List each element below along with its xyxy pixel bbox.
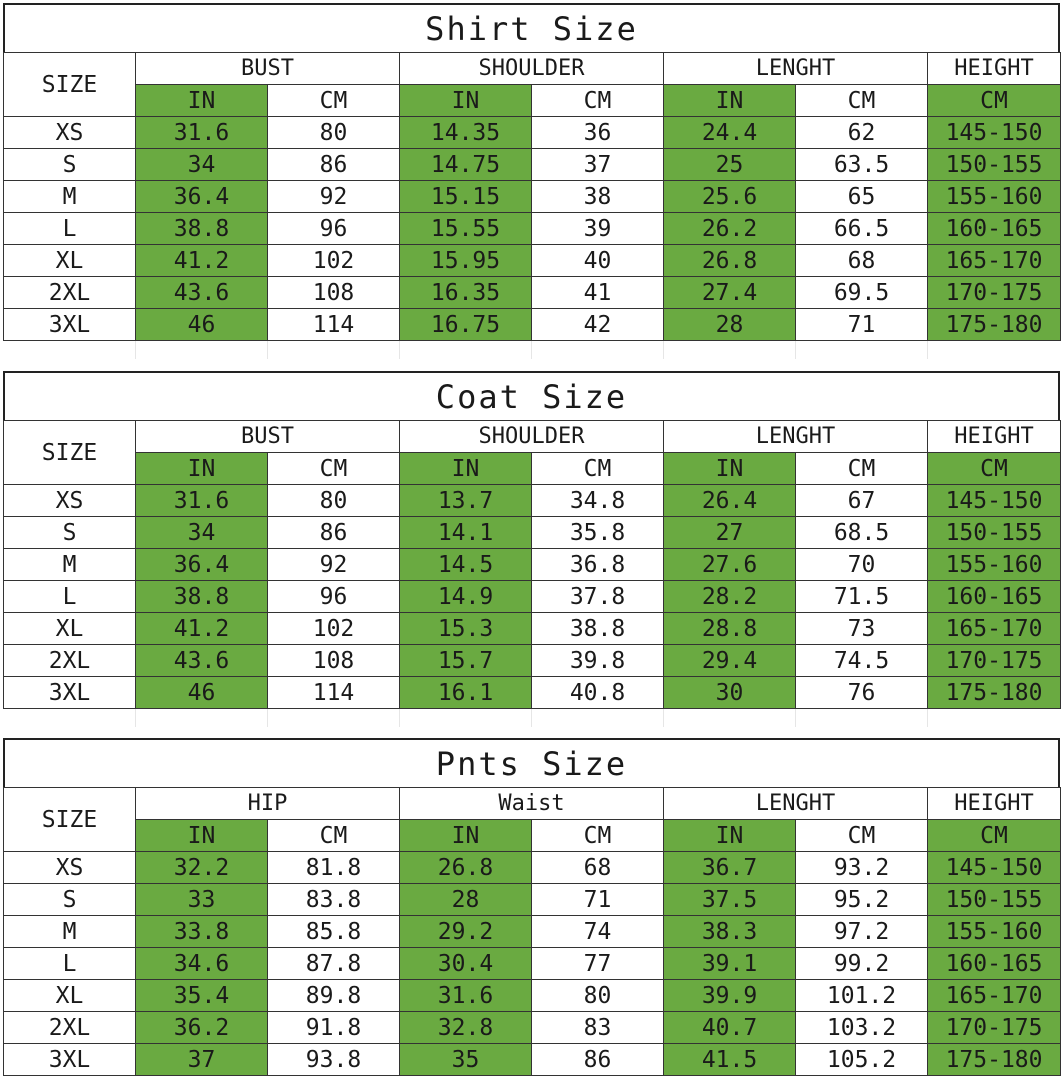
table-cell: 87.8: [268, 948, 400, 980]
table-row: [4, 517, 1061, 549]
unit-header: IN: [136, 820, 268, 852]
table-cell: 114: [268, 677, 400, 709]
table-cell: 69.5: [796, 277, 928, 309]
table-cell: 30: [664, 677, 796, 709]
table-cell: 86: [532, 1044, 664, 1076]
table-cell: 14.1: [400, 517, 532, 549]
table-cell: 29.2: [400, 916, 532, 948]
table-cell: 28.8: [664, 613, 796, 645]
table-cell: 160-165: [928, 948, 1061, 980]
unit-header: IN: [664, 85, 796, 117]
table-cell: 29.4: [664, 645, 796, 677]
spacer-row: [4, 709, 1061, 727]
table-cell: 26.8: [400, 852, 532, 884]
table-cell: 170-175: [928, 1012, 1061, 1044]
table-cell: 145-150: [928, 852, 1061, 884]
table-cell: 83.8: [268, 884, 400, 916]
table-cell: 93.2: [796, 852, 928, 884]
group-header: Waist: [400, 788, 664, 820]
table-cell: 42: [532, 309, 664, 341]
unit-header: CM: [268, 820, 400, 852]
table-cell: 39.8: [532, 645, 664, 677]
table-cell: 95.2: [796, 884, 928, 916]
table-cell: 38.8: [136, 213, 268, 245]
size-label: XS: [4, 485, 136, 517]
table-cell: 41.5: [664, 1044, 796, 1076]
table-cell: 14.5: [400, 549, 532, 581]
table-cell: 150-155: [928, 149, 1061, 181]
table-cell: 102: [268, 245, 400, 277]
size-label: 2XL: [4, 645, 136, 677]
table-cell: 170-175: [928, 277, 1061, 309]
table-cell: 70: [796, 549, 928, 581]
table-cell: 99.2: [796, 948, 928, 980]
unit-header: CM: [796, 453, 928, 485]
table-cell: 36.8: [532, 549, 664, 581]
size-label: 2XL: [4, 1012, 136, 1044]
size-grid: [3, 787, 1061, 1076]
group-header: BUST: [136, 53, 400, 85]
table-cell: 36.2: [136, 1012, 268, 1044]
table-cell: 40: [532, 245, 664, 277]
size-label: XL: [4, 980, 136, 1012]
table-cell: 14.9: [400, 581, 532, 613]
table-cell: 15.7: [400, 645, 532, 677]
size-label: XS: [4, 117, 136, 149]
size-label: M: [4, 916, 136, 948]
unit-header: CM: [796, 820, 928, 852]
table-cell: 175-180: [928, 309, 1061, 341]
group-header: HEIGHT: [928, 53, 1061, 85]
table-row: [4, 549, 1061, 581]
table-cell: 36.4: [136, 181, 268, 213]
table-cell: 71: [532, 884, 664, 916]
size-label: S: [4, 149, 136, 181]
unit-header: IN: [136, 453, 268, 485]
unit-header: CM: [532, 820, 664, 852]
table-cell: 35.8: [532, 517, 664, 549]
table-cell: 102: [268, 613, 400, 645]
table-cell: 30.4: [400, 948, 532, 980]
table-cell: 35.4: [136, 980, 268, 1012]
size-label: 3XL: [4, 677, 136, 709]
table-cell: 31.6: [400, 980, 532, 1012]
table-row: [4, 213, 1061, 245]
unit-header: CM: [532, 85, 664, 117]
table-cell: 80: [268, 117, 400, 149]
table-row: [4, 1012, 1061, 1044]
table-cell: 38.8: [136, 581, 268, 613]
unit-header: IN: [664, 453, 796, 485]
table-cell: 65: [796, 181, 928, 213]
table-cell: 76: [796, 677, 928, 709]
size-grid: [3, 52, 1061, 359]
table-cell: 43.6: [136, 645, 268, 677]
group-header: HEIGHT: [928, 788, 1061, 820]
table-cell: 145-150: [928, 485, 1061, 517]
table-cell: 165-170: [928, 980, 1061, 1012]
table-cell: 35: [400, 1044, 532, 1076]
table-cell: 28: [664, 309, 796, 341]
table-cell: 67: [796, 485, 928, 517]
table-row: [4, 884, 1061, 916]
table-cell: 26.8: [664, 245, 796, 277]
table-cell: 73: [796, 613, 928, 645]
table-row: [4, 677, 1061, 709]
table-cell: 175-180: [928, 677, 1061, 709]
table-cell: 16.75: [400, 309, 532, 341]
table-cell: 93.8: [268, 1044, 400, 1076]
table-cell: 71: [796, 309, 928, 341]
table-cell: 39.1: [664, 948, 796, 980]
unit-header: CM: [268, 453, 400, 485]
table-cell: 108: [268, 277, 400, 309]
table-cell: 83: [532, 1012, 664, 1044]
table-cell: 28: [400, 884, 532, 916]
table-row: [4, 980, 1061, 1012]
table-cell: 28.2: [664, 581, 796, 613]
size-label: M: [4, 181, 136, 213]
unit-header: IN: [400, 85, 532, 117]
table-cell: 41.2: [136, 613, 268, 645]
table-cell: 155-160: [928, 916, 1061, 948]
table-cell: 15.55: [400, 213, 532, 245]
table-cell: 108: [268, 645, 400, 677]
table-cell: 80: [268, 485, 400, 517]
size-header: SIZE: [4, 788, 136, 852]
table-cell: 114: [268, 309, 400, 341]
size-table-2: [3, 738, 1060, 1076]
table-row: [4, 948, 1061, 980]
table-row: [4, 485, 1061, 517]
table-row: [4, 117, 1061, 149]
table-cell: 74.5: [796, 645, 928, 677]
table-title: Shirt Size: [3, 3, 1060, 52]
group-header: LENGHT: [664, 53, 928, 85]
table-row: [4, 1044, 1061, 1076]
group-header: HEIGHT: [928, 421, 1061, 453]
unit-header: CM: [928, 820, 1061, 852]
table-cell: 14.75: [400, 149, 532, 181]
unit-header: IN: [400, 820, 532, 852]
table-cell: 36.7: [664, 852, 796, 884]
size-label: S: [4, 884, 136, 916]
size-label: XS: [4, 852, 136, 884]
table-cell: 13.7: [400, 485, 532, 517]
table-row: [4, 581, 1061, 613]
unit-header: CM: [796, 85, 928, 117]
table-cell: 16.35: [400, 277, 532, 309]
table-cell: 62: [796, 117, 928, 149]
spacer-row: [4, 341, 1061, 359]
table-row: [4, 309, 1061, 341]
table-cell: 77: [532, 948, 664, 980]
size-label: 3XL: [4, 309, 136, 341]
table-cell: 96: [268, 213, 400, 245]
table-cell: 160-165: [928, 213, 1061, 245]
table-cell: 27.6: [664, 549, 796, 581]
table-cell: 43.6: [136, 277, 268, 309]
table-cell: 33: [136, 884, 268, 916]
group-header: HIP: [136, 788, 400, 820]
table-cell: 16.1: [400, 677, 532, 709]
table-cell: 150-155: [928, 884, 1061, 916]
table-cell: 37.5: [664, 884, 796, 916]
size-label: M: [4, 549, 136, 581]
unit-header: CM: [532, 453, 664, 485]
table-cell: 145-150: [928, 117, 1061, 149]
table-cell: 89.8: [268, 980, 400, 1012]
table-cell: 103.2: [796, 1012, 928, 1044]
table-cell: 74: [532, 916, 664, 948]
size-table-0: [3, 3, 1060, 359]
table-cell: 96: [268, 581, 400, 613]
table-row: [4, 613, 1061, 645]
table-cell: 68: [796, 245, 928, 277]
table-cell: 25: [664, 149, 796, 181]
table-cell: 68: [532, 852, 664, 884]
group-header: BUST: [136, 421, 400, 453]
table-cell: 33.8: [136, 916, 268, 948]
table-cell: 39.9: [664, 980, 796, 1012]
table-cell: 46: [136, 309, 268, 341]
size-label: 3XL: [4, 1044, 136, 1076]
unit-header: CM: [268, 85, 400, 117]
table-cell: 97.2: [796, 916, 928, 948]
table-cell: 92: [268, 181, 400, 213]
table-cell: 41.2: [136, 245, 268, 277]
table-row: [4, 852, 1061, 884]
table-cell: 92: [268, 549, 400, 581]
table-cell: 80: [532, 980, 664, 1012]
unit-header: CM: [928, 85, 1061, 117]
table-cell: 26.2: [664, 213, 796, 245]
table-row: [4, 245, 1061, 277]
table-cell: 34: [136, 517, 268, 549]
table-cell: 165-170: [928, 245, 1061, 277]
table-cell: 34.6: [136, 948, 268, 980]
table-cell: 15.95: [400, 245, 532, 277]
size-label: L: [4, 581, 136, 613]
table-cell: 46: [136, 677, 268, 709]
table-cell: 41: [532, 277, 664, 309]
table-cell: 86: [268, 517, 400, 549]
table-cell: 31.6: [136, 117, 268, 149]
unit-header: IN: [136, 85, 268, 117]
table-cell: 170-175: [928, 645, 1061, 677]
table-cell: 155-160: [928, 549, 1061, 581]
group-header: SHOULDER: [400, 421, 664, 453]
table-cell: 86: [268, 149, 400, 181]
table-cell: 105.2: [796, 1044, 928, 1076]
table-cell: 68.5: [796, 517, 928, 549]
table-cell: 32.8: [400, 1012, 532, 1044]
table-row: [4, 277, 1061, 309]
table-cell: 81.8: [268, 852, 400, 884]
table-cell: 63.5: [796, 149, 928, 181]
table-cell: 155-160: [928, 181, 1061, 213]
table-cell: 27.4: [664, 277, 796, 309]
group-header: LENGHT: [664, 421, 928, 453]
table-cell: 36: [532, 117, 664, 149]
table-cell: 71.5: [796, 581, 928, 613]
size-label: S: [4, 517, 136, 549]
table-title: Pnts Size: [3, 738, 1060, 787]
table-cell: 26.4: [664, 485, 796, 517]
table-cell: 14.35: [400, 117, 532, 149]
unit-header: IN: [664, 820, 796, 852]
size-header: SIZE: [4, 421, 136, 485]
table-row: [4, 916, 1061, 948]
table-cell: 25.6: [664, 181, 796, 213]
size-table-1: [3, 371, 1060, 727]
group-header: SHOULDER: [400, 53, 664, 85]
size-label: XL: [4, 613, 136, 645]
table-cell: 34.8: [532, 485, 664, 517]
table-row: [4, 149, 1061, 181]
table-cell: 31.6: [136, 485, 268, 517]
table-row: [4, 181, 1061, 213]
size-label: XL: [4, 245, 136, 277]
unit-header: CM: [928, 453, 1061, 485]
table-cell: 37.8: [532, 581, 664, 613]
table-cell: 15.15: [400, 181, 532, 213]
table-row: [4, 645, 1061, 677]
table-cell: 34: [136, 149, 268, 181]
table-cell: 27: [664, 517, 796, 549]
table-cell: 38.8: [532, 613, 664, 645]
table-cell: 32.2: [136, 852, 268, 884]
table-cell: 37: [532, 149, 664, 181]
table-cell: 101.2: [796, 980, 928, 1012]
table-cell: 38.3: [664, 916, 796, 948]
table-cell: 39: [532, 213, 664, 245]
group-header: LENGHT: [664, 788, 928, 820]
table-cell: 85.8: [268, 916, 400, 948]
table-cell: 66.5: [796, 213, 928, 245]
table-cell: 160-165: [928, 581, 1061, 613]
table-cell: 150-155: [928, 517, 1061, 549]
size-grid: [3, 420, 1061, 727]
size-label: L: [4, 948, 136, 980]
table-cell: 91.8: [268, 1012, 400, 1044]
size-label: L: [4, 213, 136, 245]
size-header: SIZE: [4, 53, 136, 117]
table-cell: 40.8: [532, 677, 664, 709]
table-cell: 15.3: [400, 613, 532, 645]
table-cell: 37: [136, 1044, 268, 1076]
table-cell: 175-180: [928, 1044, 1061, 1076]
table-title: Coat Size: [3, 371, 1060, 420]
unit-header: IN: [400, 453, 532, 485]
table-cell: 165-170: [928, 613, 1061, 645]
table-cell: 36.4: [136, 549, 268, 581]
table-cell: 40.7: [664, 1012, 796, 1044]
table-cell: 38: [532, 181, 664, 213]
size-label: 2XL: [4, 277, 136, 309]
table-cell: 24.4: [664, 117, 796, 149]
